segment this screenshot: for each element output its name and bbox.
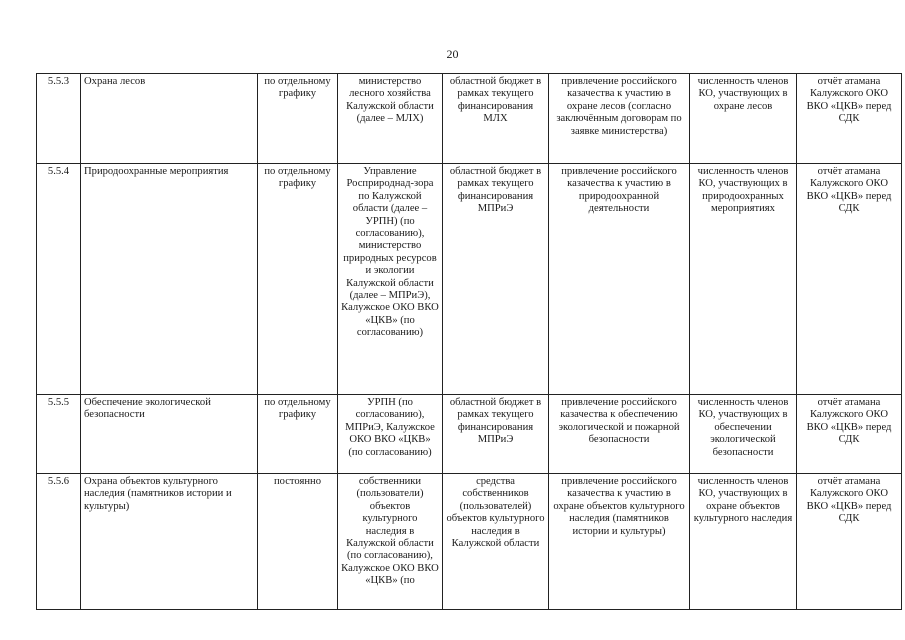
executors-cell: УРПН (по согласованию), МПРиЭ, Калужское ОКО ВКО «ЦКВ» (по согласованию) <box>338 395 443 474</box>
row-number: 5.5.4 <box>37 164 81 395</box>
indicator-cell: численность членов КО, участвующих в охране объектов культурного наследия <box>690 474 797 610</box>
schedule-cell: по отдельному графику <box>258 74 338 164</box>
indicator-cell: численность членов КО, участвующих в природоохранных мероприятиях <box>690 164 797 395</box>
form-cell: привлечение российского казачества к обеспечению экологической и пожарной безопасности <box>549 395 690 474</box>
row-number: 5.5.5 <box>37 395 81 474</box>
schedule-cell: по отдельному графику <box>258 395 338 474</box>
table-row <box>37 74 902 164</box>
funding-cell: областной бюджет в рамках текущего финансирования МПРиЭ <box>443 395 549 474</box>
form-cell: привлечение российского казачества к участию в природоохранной деятельности <box>549 164 690 395</box>
measure-name: Охрана объектов культурного наследия (памятников истории и культуры) <box>81 474 258 610</box>
executors-cell: министерство лесного хозяйства Калужской области (далее – МЛХ) <box>338 74 443 164</box>
page-number: 20 <box>446 47 459 61</box>
schedule-cell: по отдельному графику <box>258 164 338 395</box>
row-number: 5.5.3 <box>37 74 81 164</box>
table-row <box>37 474 902 610</box>
report-cell: отчёт атамана Калужского ОКО ВКО «ЦКВ» перед СДК <box>797 74 902 164</box>
measures-table <box>36 73 902 610</box>
indicator-cell: численность членов КО, участвующих в обеспечении экологической безопасности <box>690 395 797 474</box>
executors-cell: собственники (пользователи) объектов культурного наследия в Калужской области (по согласованию), Калужское ОКО ВКО «ЦКВ» (по <box>338 474 443 610</box>
table-row <box>37 395 902 474</box>
row-number: 5.5.6 <box>37 474 81 610</box>
funding-cell: областной бюджет в рамках текущего финансирования МЛХ <box>443 74 549 164</box>
measure-name: Обеспечение экологической безопасности <box>81 395 258 474</box>
executors-cell: Управление Росприроднад-зора по Калужской области (далее – УРПН) (по согласованию), министерство природных ресурсов и экологии Калужской области (далее – МПРиЭ), Калужское ОКО ВКО «ЦКВ» (по согласованию) <box>338 164 443 395</box>
schedule-cell: постоянно <box>258 474 338 610</box>
measure-name: Охрана лесов <box>81 74 258 164</box>
report-cell: отчёт атамана Калужского ОКО ВКО «ЦКВ» перед СДК <box>797 395 902 474</box>
report-cell: отчёт атамана Калужского ОКО ВКО «ЦКВ» перед СДК <box>797 474 902 610</box>
report-cell: отчёт атамана Калужского ОКО ВКО «ЦКВ» перед СДК <box>797 164 902 395</box>
indicator-cell: численность членов КО, участвующих в охране лесов <box>690 74 797 164</box>
form-cell: привлечение российского казачества к участию в охране объектов культурного наследия (памятников истории и культуры) <box>549 474 690 610</box>
measure-name: Природоохранные мероприятия <box>81 164 258 395</box>
form-cell: привлечение российского казачества к участию в охране лесов (согласно заключённым договорам по заявке министерства) <box>549 74 690 164</box>
funding-cell: областной бюджет в рамках текущего финансирования МПРиЭ <box>443 164 549 395</box>
funding-cell: средства собственников (пользователей) объектов культурного наследия в Калужской области <box>443 474 549 610</box>
table-row <box>37 164 902 395</box>
